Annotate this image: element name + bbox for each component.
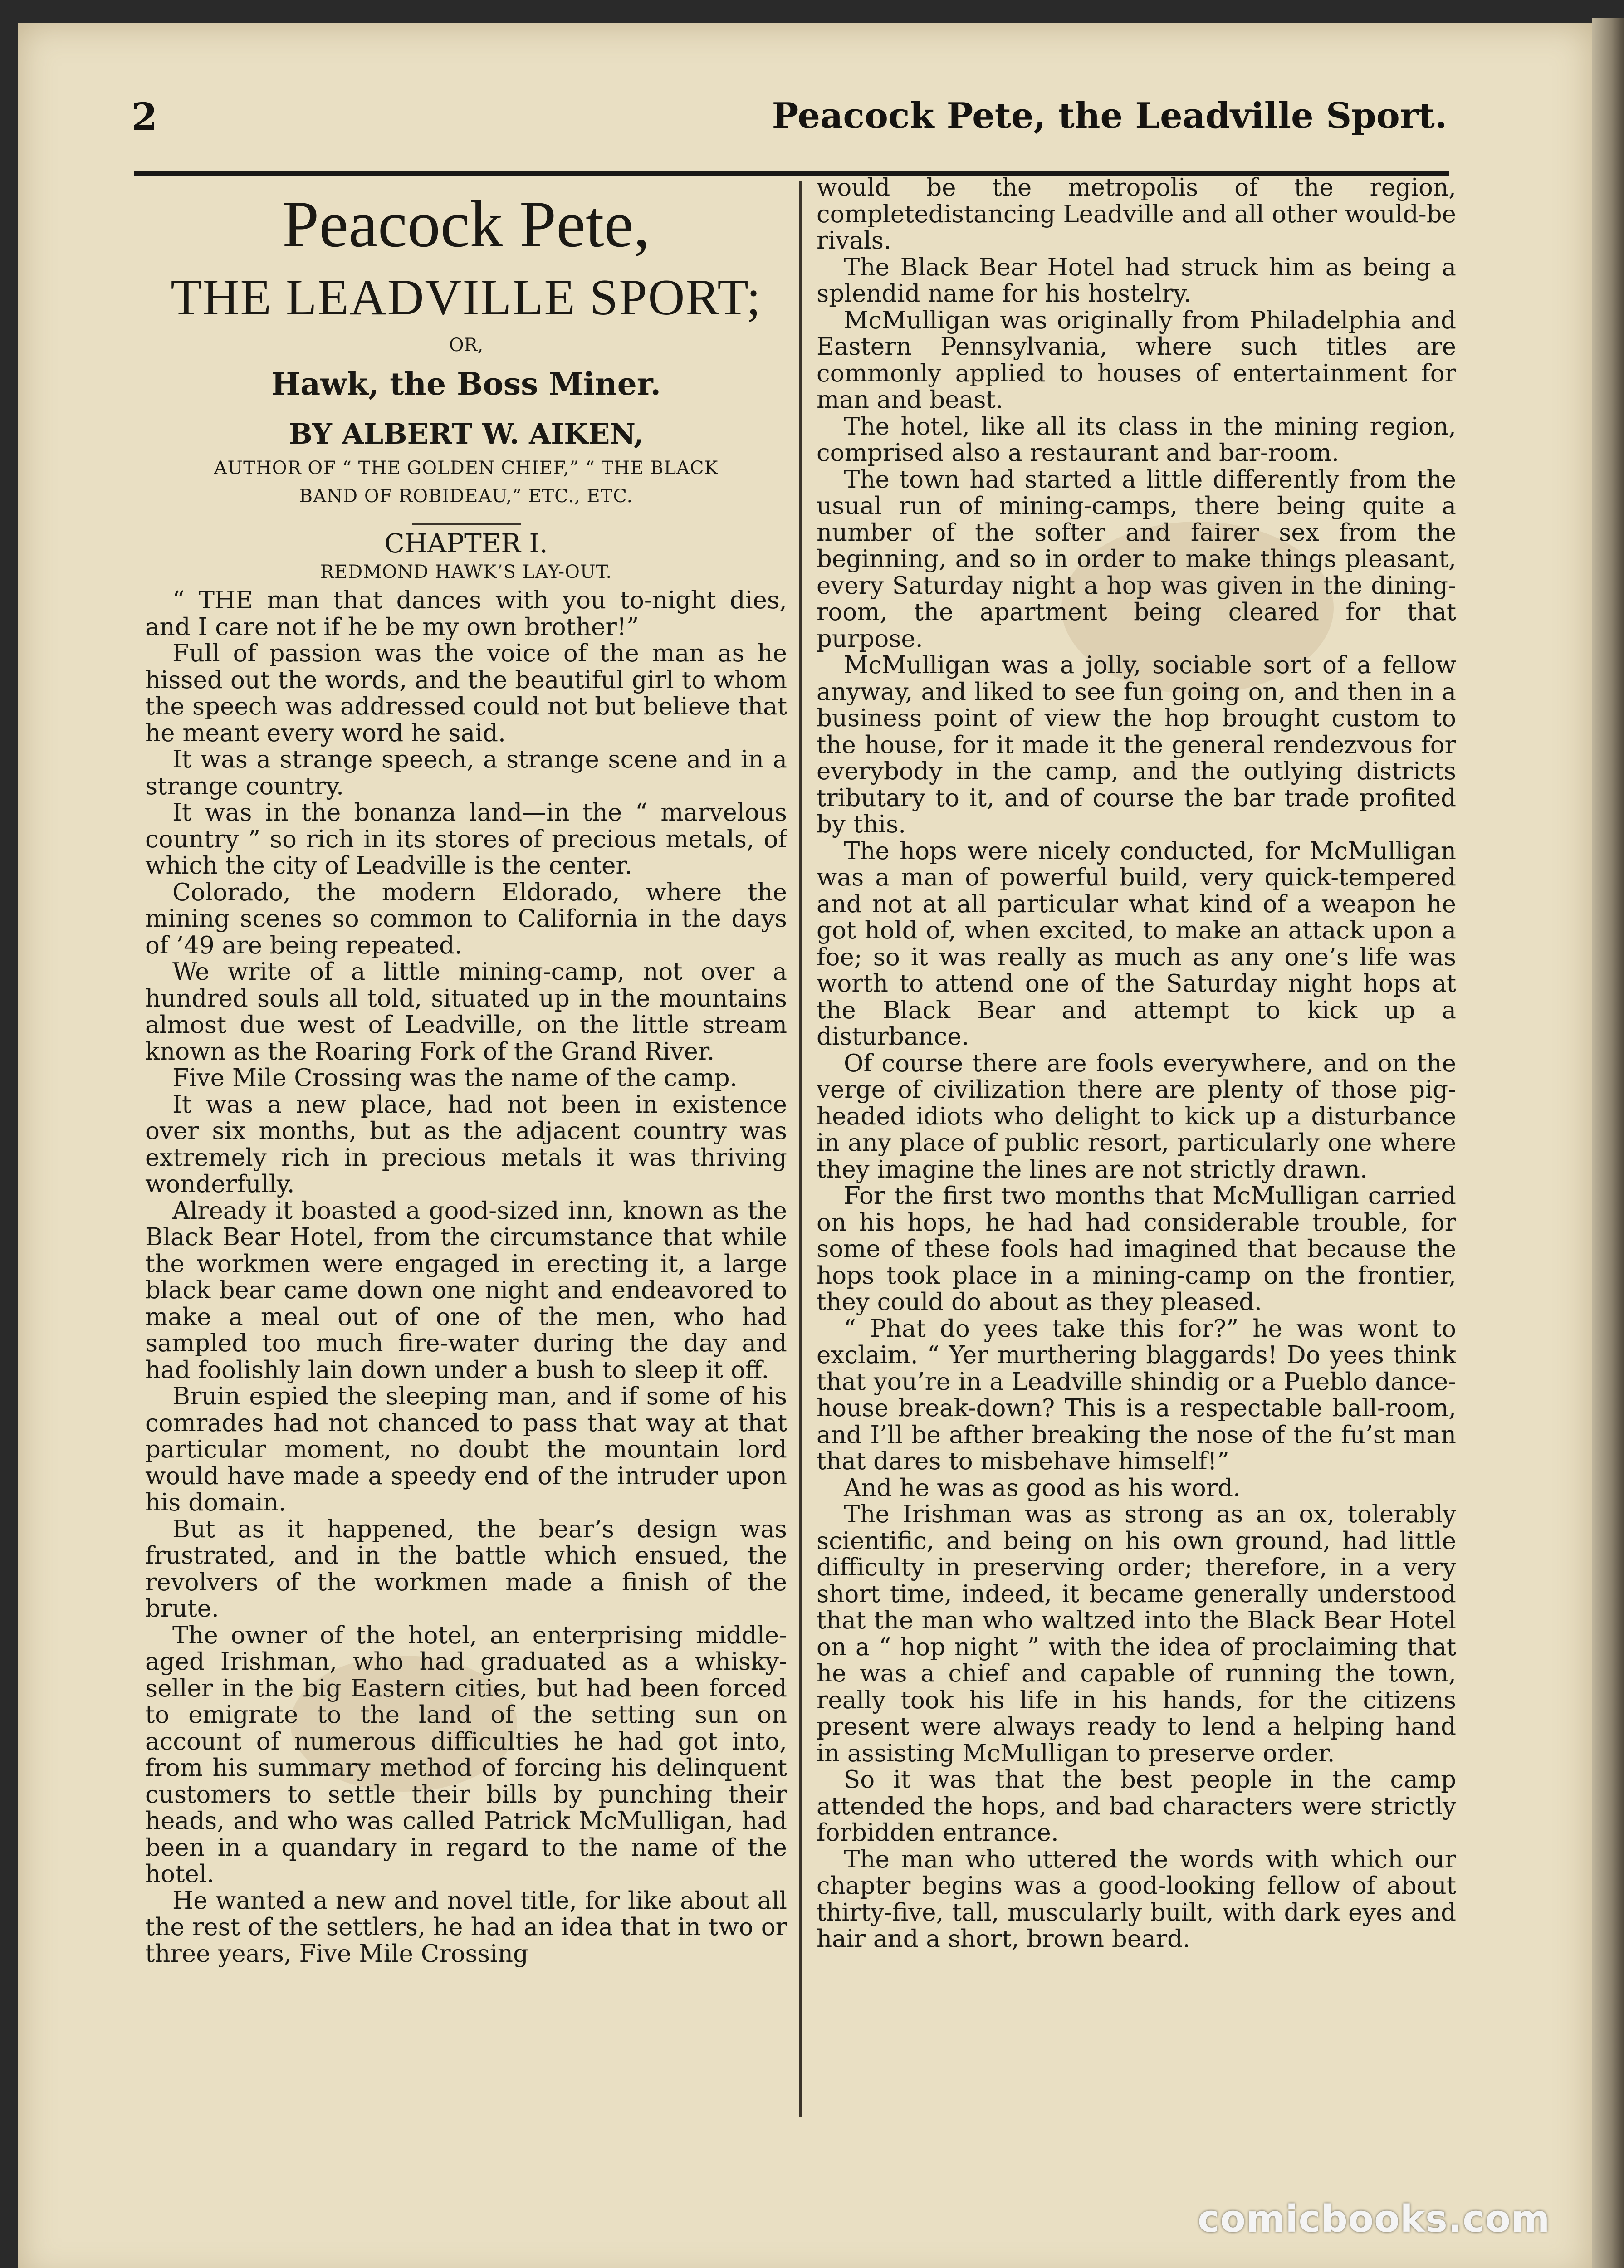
paragraph: The owner of the hotel, an enterprising middle-aged Irishman, who had graduated as a whisky-seller in the big Eastern cities, but had been forced to emigrate to the land of the setting sun on account of numerous difficulties he had got into, from his summary method of forcing his delinquent customers to settle their bills by punching their heads, and who was called Patrick McMulligan, had been in a quandary in regard to the name of the hotel. <box>145 1621 787 1888</box>
story-title: Peacock Pete, <box>282 187 650 261</box>
running-title: Peacock Pete, the Leadville Sport. <box>772 95 1447 137</box>
paragraph: Bruin espied the sleeping man, and if some of his comrades had not chanced to pass that way at that particular moment, no doubt the mountain lord would have made a speedy end of the intruder upon his domain. <box>145 1383 787 1516</box>
left-body <box>145 587 787 1967</box>
paragraph: Five Mile Crossing was the name of the camp. <box>172 1064 738 1092</box>
paragraph: The hops were nicely conducted, for McMulligan was a man of powerful build, very quick-tempered and not at all particular what kind of a weapon he got hold of, when excited, to make an attack upon a foe; so it was really as much as any one’s life was worth to attend one of the Saturday night hops at the Black Bear and attempt to kick up a disturbance. <box>817 837 1456 1051</box>
byline: BY ALBERT W. AIKEN, <box>289 417 644 450</box>
paragraph: But as it happened, the bear’s design was frustrated, and in the battle which ensued, the revolvers of the workmen made a finish of the brute. <box>145 1515 787 1623</box>
author-note-line: BAND OF ROBIDEAU,” ETC., ETC. <box>299 486 633 507</box>
chapter-separator <box>412 523 521 525</box>
author-note-line: AUTHOR OF “ THE GOLDEN CHIEF,” “ THE BLACK <box>214 458 719 479</box>
paragraph: “ Phat do yees take this for?” he was wont to exclaim. “ Yer murthering blaggards! Do yees think that you’re in a Leadville shindig or a Pueblo dance-house break-down? This is a respectable ball-room, and I’ll be afther breaking the nose of the fu’st man that dares to misbehave himself!” <box>817 1315 1456 1475</box>
story-or: OR, <box>449 335 484 356</box>
paragraph: Of course there are fools everywhere, and on the verge of civilization there are plenty of those pig-headed idiots who delight to kick up a disturbance in any place of public resort, particularly one where they imagine the lines are not strictly drawn. <box>817 1049 1456 1183</box>
paragraph: It was a new place, had not been in existence over six months, but as the adjacent country was extremely rich in precious metals it was thriving wonderfully. <box>145 1090 787 1198</box>
right-column <box>817 175 1456 2121</box>
book-spine-edge <box>1592 18 1624 2268</box>
paragraph: So it was that the best people in the camp attended the hops, and bad characters were strictly forbidden entrance. <box>817 1766 1456 1847</box>
paragraph: Already it boasted a good-sized inn, known as the Black Bear Hotel, from the circumstance that while the workmen were engaged in erecting it, a large black bear came down one night and endeavored to make a meal out of one of the men, who had sampled too much fire-water during the day and had foolishly lain down under a bush to sleep it off. <box>145 1197 787 1384</box>
paragraph: McMulligan was a jolly, sociable sort of a fellow anyway, and liked to see fun going on, and then in a business point of view the hop brought custom to the house, for it made it the general rendezvous for everybody in the camp, and the outlying districts tributary to it, and of course the bar trade profited by this. <box>817 651 1456 838</box>
running-head <box>132 95 1447 145</box>
paragraph: The hotel, like all its class in the mining region, comprised also a restaurant and bar-room. <box>817 412 1456 467</box>
paragraph: It was a strange speech, a strange scene and in a strange country. <box>145 746 787 800</box>
column-rule <box>799 181 802 2117</box>
paragraph: The man who uttered the words with which our chapter begins was a good-looking fellow of about thirty-five, tall, muscularly built, with dark eyes and hair and a short, brown beard. <box>817 1845 1456 1953</box>
chapter-heading: CHAPTER I. <box>384 528 548 559</box>
author-note <box>145 454 787 510</box>
chapter-title: REDMOND HAWK’S LAY-OUT. <box>320 562 612 582</box>
paragraph: He wanted a new and novel title, for like about all the rest of the settlers, he had an idea that in two or three years, Five Mile Crossing <box>145 1887 787 1968</box>
page-number: 2 <box>132 95 158 139</box>
watermark: comicbooks.com <box>1198 2198 1551 2241</box>
paragraph: Colorado, the modern Eldorado, where the mining scenes so common to California in the days of ’49 are being repeated. <box>145 878 787 959</box>
paragraph: And he was as good as his word. <box>844 1474 1241 1502</box>
paragraph: Full of passion was the voice of the man as he hissed out the words, and the beautiful girl to whom the speech was addressed could not but believe that he meant every word he said. <box>145 640 787 747</box>
left-column <box>145 179 787 2125</box>
paragraph: The town had started a little differently from the usual run of mining-camps, there being quite a number of the softer and fairer sex from the beginning, and so in order to make things pleasant, every Saturday night a hop was given in the dining-room, the apartment being cleared for that purpose. <box>817 465 1456 653</box>
paragraph: The Black Bear Hotel had struck him as being a splendid name for his hostelry. <box>817 253 1456 308</box>
paragraph: It was in the bonanza land—in the “ marvelous country ” so rich in its stores of precious metals, of which the city of Leadville is the center. <box>145 799 787 880</box>
paragraph: We write of a little mining-camp, not over a hundred souls all told, situated up in the mountains almost due west of Leadville, on the little stream known as the Roaring Fork of the Grand River. <box>145 958 787 1066</box>
story-subtitle: THE LEADVILLE SPORT; <box>171 269 762 326</box>
paragraph: For the first two months that McMulligan carried on his hops, he had had considerable trouble, for some of these fools had imagined that because the hops took place in a mining-camp on the frontier, they could do about as they pleased. <box>817 1182 1456 1316</box>
paragraph: The Irishman was as strong as an ox, tolerably scientific, and being on his own ground, had little difficulty in preserving order; therefore, in a very short time, indeed, it became generally understood that the man who waltzed into the Black Bear Hotel on a “ hop night ” with the idea of proclaiming that he was a chief and capable of running the town, really took his life in his hands, for the citizens present were always ready to lend a helping hand in assisting McMulligan to preserve order. <box>817 1501 1456 1767</box>
paragraph: McMulligan was originally from Philadelphia and Eastern Pennsylvania, where such titles are commonly applied to houses of entertainment for man and beast. <box>817 306 1456 414</box>
story-alt-title: Hawk, the Boss Miner. <box>271 366 661 402</box>
paragraph: “ THE man that dances with you to-night dies, and I care not if he be my own brother!” <box>145 587 787 641</box>
paragraph: would be the metropolis of the region, completedistancing Leadville and all other would-be rivals. <box>817 175 1456 254</box>
